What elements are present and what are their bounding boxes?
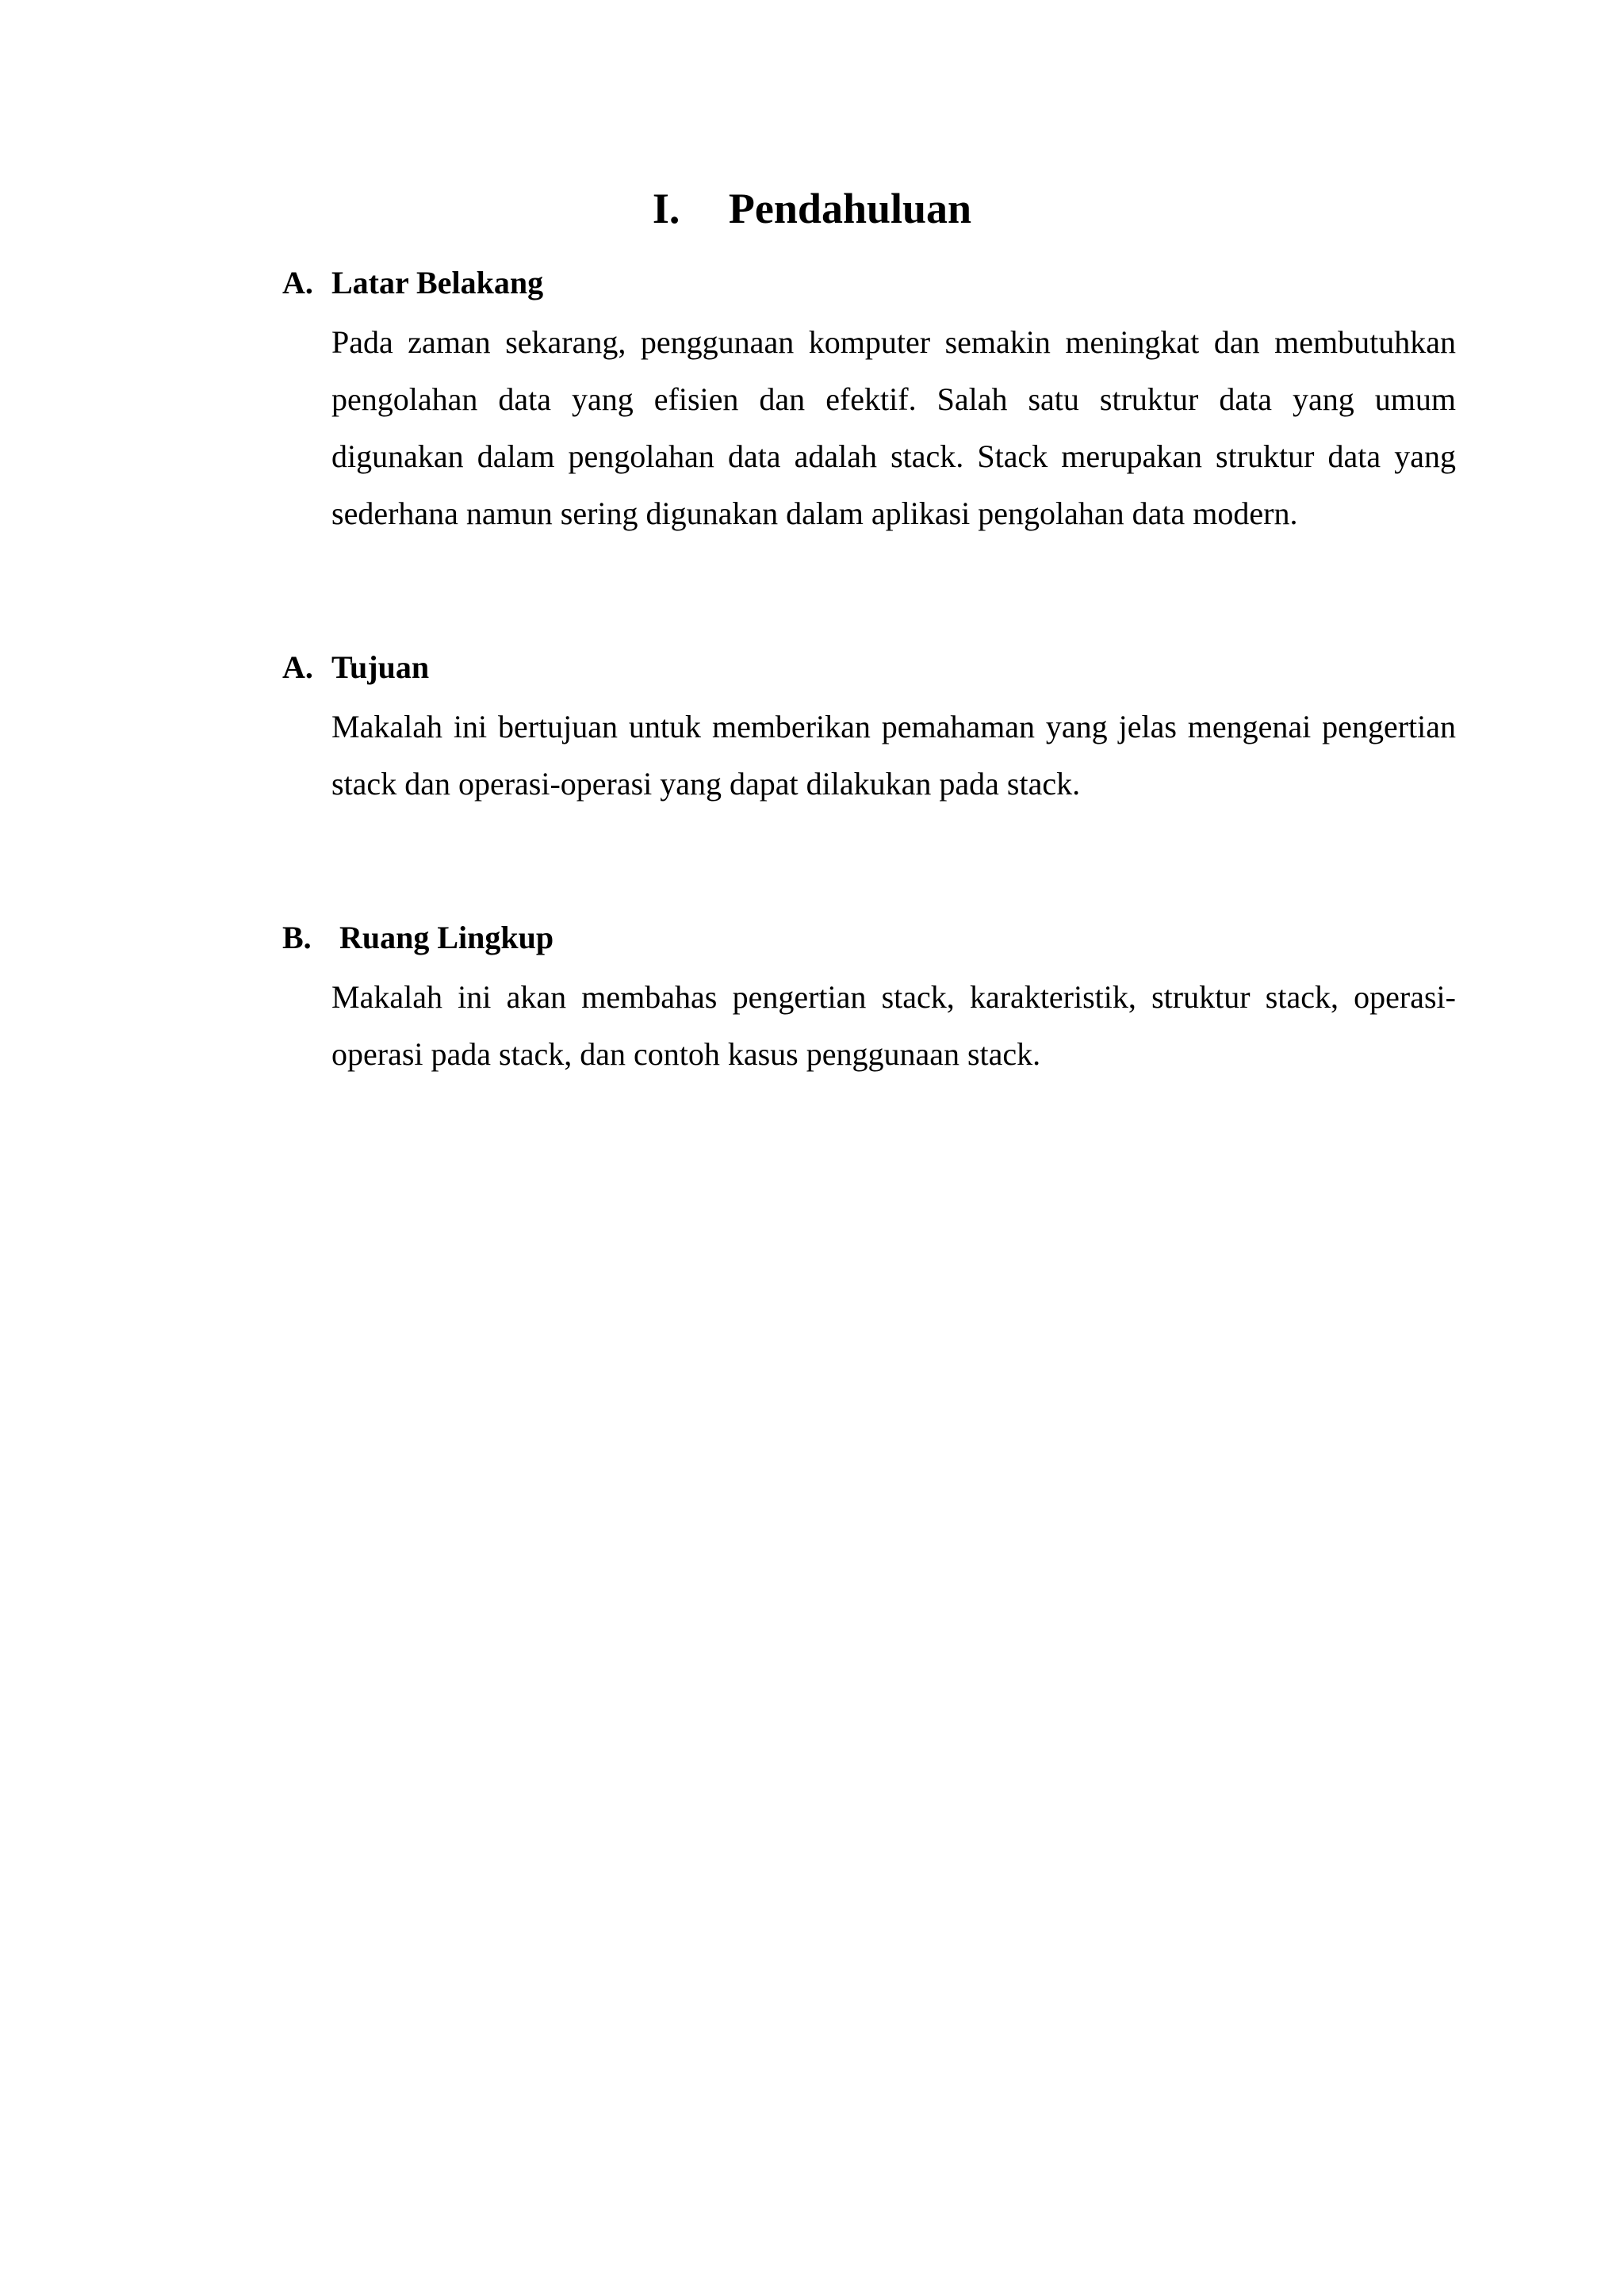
chapter-title — [0, 181, 1624, 236]
section-paragraph: Makalah ini bertujuan untuk memberikan pemahaman yang jelas mengenai pengertian stack dan operasi-operasi yang dapat dilakukan pada stack. — [331, 709, 1456, 802]
section-heading-text: Tujuan — [331, 649, 430, 685]
chapter-title-text: Pendahuluan — [728, 185, 972, 232]
chapter-number: I. — [652, 185, 680, 232]
section-latar-belakang — [282, 263, 1456, 542]
section-heading-text: Ruang Lingkup — [339, 920, 554, 955]
section-letter: A. — [282, 649, 313, 685]
section-letter: B. — [282, 920, 312, 955]
section-heading — [282, 648, 1456, 687]
section-heading — [282, 918, 1456, 958]
section-paragraph: Pada zaman sekarang, penggunaan komputer semakin meningkat dan membutuhkan pengolahan data yang efisien dan efektif. Salah satu struktur data yang umum digunakan dalam pengolahan data adalah stack. Stack merupakan struktur data yang sederhana namun sering digunakan dalam aplikasi pengolahan data modern. — [331, 324, 1456, 531]
section-tujuan — [282, 648, 1456, 813]
section-heading-text: Latar Belakang — [331, 265, 544, 300]
section-heading — [282, 263, 1456, 303]
section-letter: A. — [282, 265, 313, 300]
section-paragraph: Makalah ini akan membahas pengertian stack, karakteristik, struktur stack, operasi-operasi pada stack, dan contoh kasus penggunaan stack. — [331, 979, 1456, 1072]
section-ruang-lingkup — [282, 918, 1456, 1083]
